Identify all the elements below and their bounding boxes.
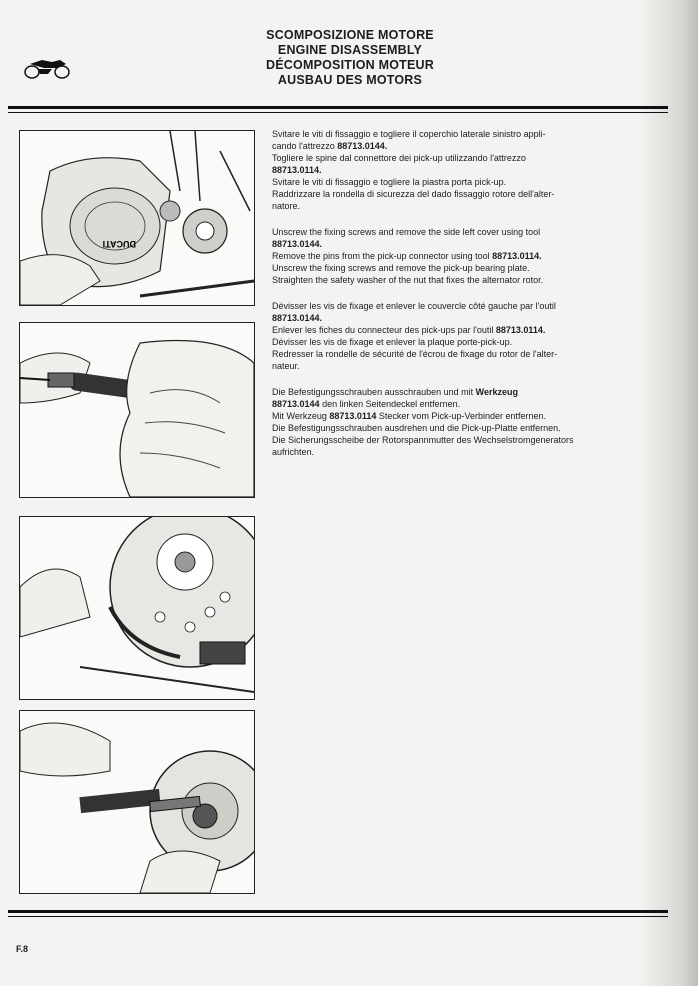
text-line: Die Befestigungsschrauben ausschrauben und mit Werkzeug: [272, 387, 518, 397]
title-italian: SCOMPOSIZIONE MOTORE: [266, 28, 434, 42]
text-line: Die Befestigungsschrauben ausdrehen und die Pick-up-Platte entfernen.: [272, 423, 561, 433]
header-rule-thin: [8, 112, 668, 113]
tool-code: 88713.0114.: [495, 325, 546, 335]
page-number: F.8: [16, 944, 29, 954]
text-line: Redresser la rondelle de sécurité de l'écrou de fixage du rotor de l'alter-: [272, 349, 558, 359]
text-line: Svitare le viti di fissaggio e togliere la piastra porta pick-up.: [272, 177, 507, 187]
cover-logo-text: DUCATI: [102, 239, 136, 249]
text-line: Unscrew the fixing screws and remove the pick-up bearing plate.: [272, 263, 530, 273]
text-line: Dévisser les vis de fixage et enlever le couvercle côté gauche par l'outil: [272, 301, 556, 311]
text-line: Mit Werkzeug 88713.0114 Stecker vom Pick-up-Verbinder entfernen.: [272, 411, 547, 421]
motorcycle-logo-icon: [22, 54, 72, 80]
scan-shadow: [638, 0, 698, 986]
tool-code: 88713.0114.: [272, 165, 322, 175]
text-line: aufrichten.: [272, 447, 315, 457]
title-french: DÉCOMPOSITION MOTEUR: [266, 58, 434, 72]
page-title: [230, 28, 470, 88]
tool-code: 88713.0144.: [272, 313, 323, 323]
text-line: 88713.0144 den linken Seitendeckel entfernen.: [272, 399, 461, 409]
text-line: Unscrew the fixing screws and remove the side left cover using tool: [272, 227, 541, 237]
tool-code: 88713.0144.: [272, 239, 323, 249]
footer-rule-thin: [8, 916, 668, 917]
text-line: Enlever les fiches du connecteur des pick-ups par l'outil 88713.0114.: [272, 325, 546, 335]
text-line: natore.: [272, 201, 301, 211]
tool-code: 88713.0114: [329, 411, 377, 421]
paragraph-french: [272, 300, 632, 372]
paragraph-english: [272, 226, 632, 286]
tool-word: Werkzeug: [475, 387, 518, 397]
paragraph-german: [272, 386, 632, 458]
text-line: nateur.: [272, 361, 300, 371]
text-line: Togliere le spine dal connettore dei pick-up utilizzando l'attrezzo: [272, 153, 526, 163]
header-rule: [8, 106, 668, 109]
text-line: Dévisser les vis de fixage et enlever la plaque porte-pick-up.: [272, 337, 513, 347]
text-line: Remove the pins from the pick-up connector using tool 88713.0114.: [272, 251, 542, 261]
instructions-column: [272, 128, 632, 472]
figure-engine-cover: [19, 130, 255, 306]
title-english: ENGINE DISASSEMBLY: [277, 43, 423, 57]
tool-code: 88713.0144: [272, 399, 320, 409]
text-line: Straighten the safety washer of the nut that fixes the alternator rotor.: [272, 275, 544, 285]
text-line: cando l'attrezzo 88713.0144.: [272, 141, 388, 151]
title-german: AUSBAU DES MOTORS: [277, 73, 423, 87]
tool-code: 88713.0144.: [337, 141, 388, 151]
footer-rule: [8, 910, 668, 913]
paragraph-italian: [272, 128, 632, 212]
text-line: Raddrizzare la rondella di sicurezza del dado fissaggio rotore dell'alter-: [272, 189, 555, 199]
text-line: Svitare le viti di fissaggio e togliere il coperchio laterale sinistro appli-: [272, 129, 546, 139]
tool-code: 88713.0114.: [492, 251, 542, 261]
figure-alternator-rotor: [19, 710, 255, 894]
figure-pickup-connector: [19, 322, 255, 498]
figure-pickup-plate: [19, 516, 255, 700]
text-line: Die Sicherungsscheibe der Rotorspannmutter des Wechselstromgenerators: [272, 435, 574, 445]
